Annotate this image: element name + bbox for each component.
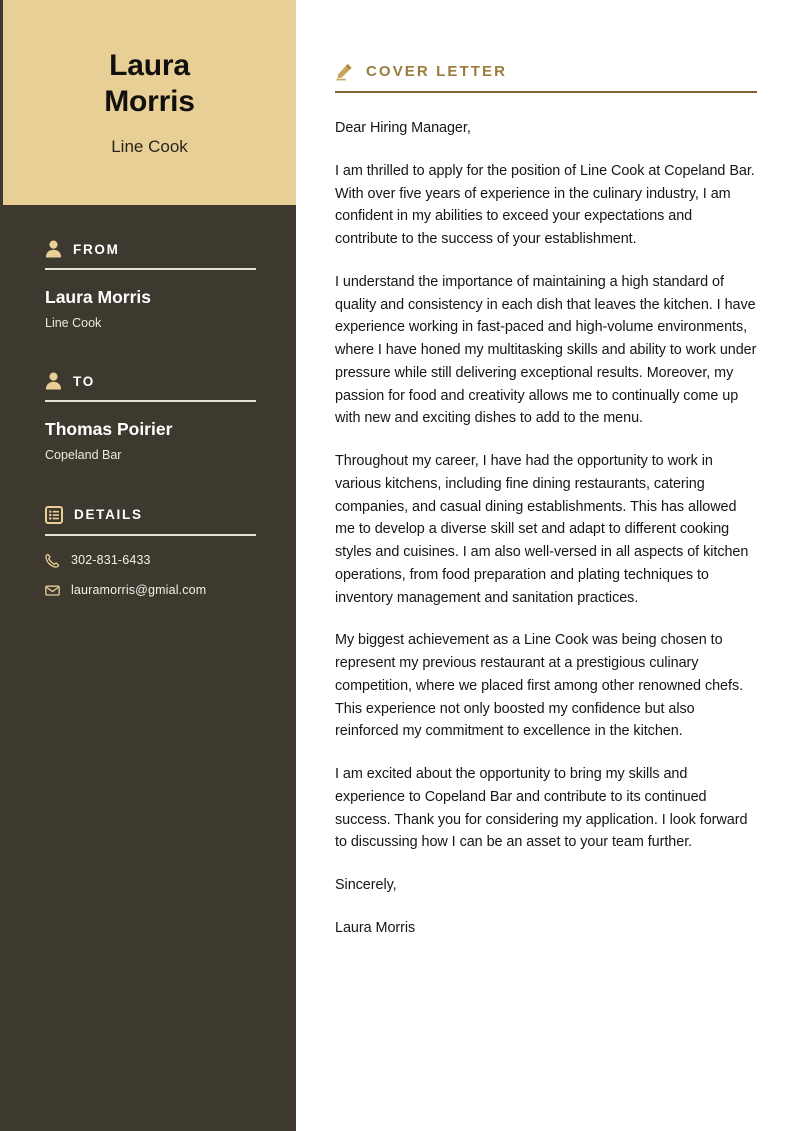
letter-paragraph: I understand the importance of maintaining a high standard of quality and consistency in each dish that leaves the kitchen. I have experience working in fast-paced and high-volume environments, where I have honed my multitasking skills and ability to work under pressure while still delivering exceptional results. Moreover, my passion for food and creativity allows me to continually come up with new and exciting dishes to add to the menu. (335, 273, 757, 427)
name-header-band (3, 0, 296, 205)
to-person-name: Thomas Poirier (45, 419, 173, 440)
letter-body (335, 117, 757, 940)
letter-signature: Laura Morris (335, 919, 416, 936)
from-divider (45, 268, 256, 270)
section-details (45, 504, 256, 598)
letter-paragraph: Throughout my career, I have had the opportunity to work in various kitchens, including fine dining restaurants, catering companies, and casual dining establishments. This has allowed me to develop a diverse skill set and adapt to different cooking styles and cuisines. I am also well-versed in all aspects of kitchen operations, from food preparation and plating techniques to inventory management and sanitation practices. (335, 453, 749, 606)
to-heading-row (45, 370, 256, 392)
from-person-subtitle: Line Cook (45, 316, 102, 330)
detail-email-value: lauramorris@gmial.com (71, 583, 207, 597)
sidebar-body (3, 205, 296, 1131)
letter-paragraph: I am thrilled to apply for the position of Line Cook at Copeland Bar. With over five years of experience in the culinary industry, I am confident in my abilities to exceed your expectations and contribute to the success of your establishment. (335, 162, 755, 247)
details-heading-row (45, 504, 256, 526)
pencil-icon (335, 62, 354, 81)
from-person-name: Laura Morris (45, 287, 151, 307)
envelope-icon (45, 583, 60, 598)
letter-salutation: Dear Hiring Manager, (335, 120, 471, 136)
details-divider (45, 534, 256, 536)
from-heading-row (45, 238, 256, 260)
letter-paragraph: My biggest achievement as a Line Cook was being chosen to represent my previous restaurant at a prestigious culinary competition, where we placed first among other renowned chefs. This experience not only boosted my confidence but also reinforced my commitment to excellence in the kitchen. (335, 632, 744, 740)
spacer-to-details (45, 464, 256, 504)
detail-phone-value: 302-831-6433 (71, 553, 151, 567)
candidate-name: Laura Morris (104, 49, 195, 118)
letter-heading-row (335, 62, 757, 81)
detail-email[interactable] (45, 583, 256, 598)
candidate-job-title: Line Cook (111, 136, 188, 156)
details-heading-label: DETAILS (74, 507, 143, 522)
letter-heading-label: COVER LETTER (366, 63, 508, 80)
from-heading-label: FROM (73, 241, 120, 257)
section-to (45, 370, 256, 463)
sidebar (3, 0, 296, 1131)
letter-paragraph: I am excited about the opportunity to bring my skills and experience to Copeland Bar and contribute to its continued success. Thank you for considering my application. I look forward to discussing how I can be an asset to your team further. (335, 766, 748, 851)
to-heading-label: TO (73, 373, 95, 389)
letter-closing: Sincerely, (335, 877, 397, 893)
letter-content (296, 0, 800, 1131)
person-icon (45, 240, 62, 258)
to-person-subtitle: Copeland Bar (45, 448, 122, 463)
to-divider (45, 400, 256, 402)
phone-icon (45, 553, 60, 568)
person-icon (45, 372, 62, 390)
spacer-from-to (45, 331, 256, 370)
detail-phone[interactable] (45, 553, 256, 568)
section-from (45, 238, 256, 331)
list-document-icon (45, 506, 63, 524)
letter-heading-divider (335, 91, 757, 93)
